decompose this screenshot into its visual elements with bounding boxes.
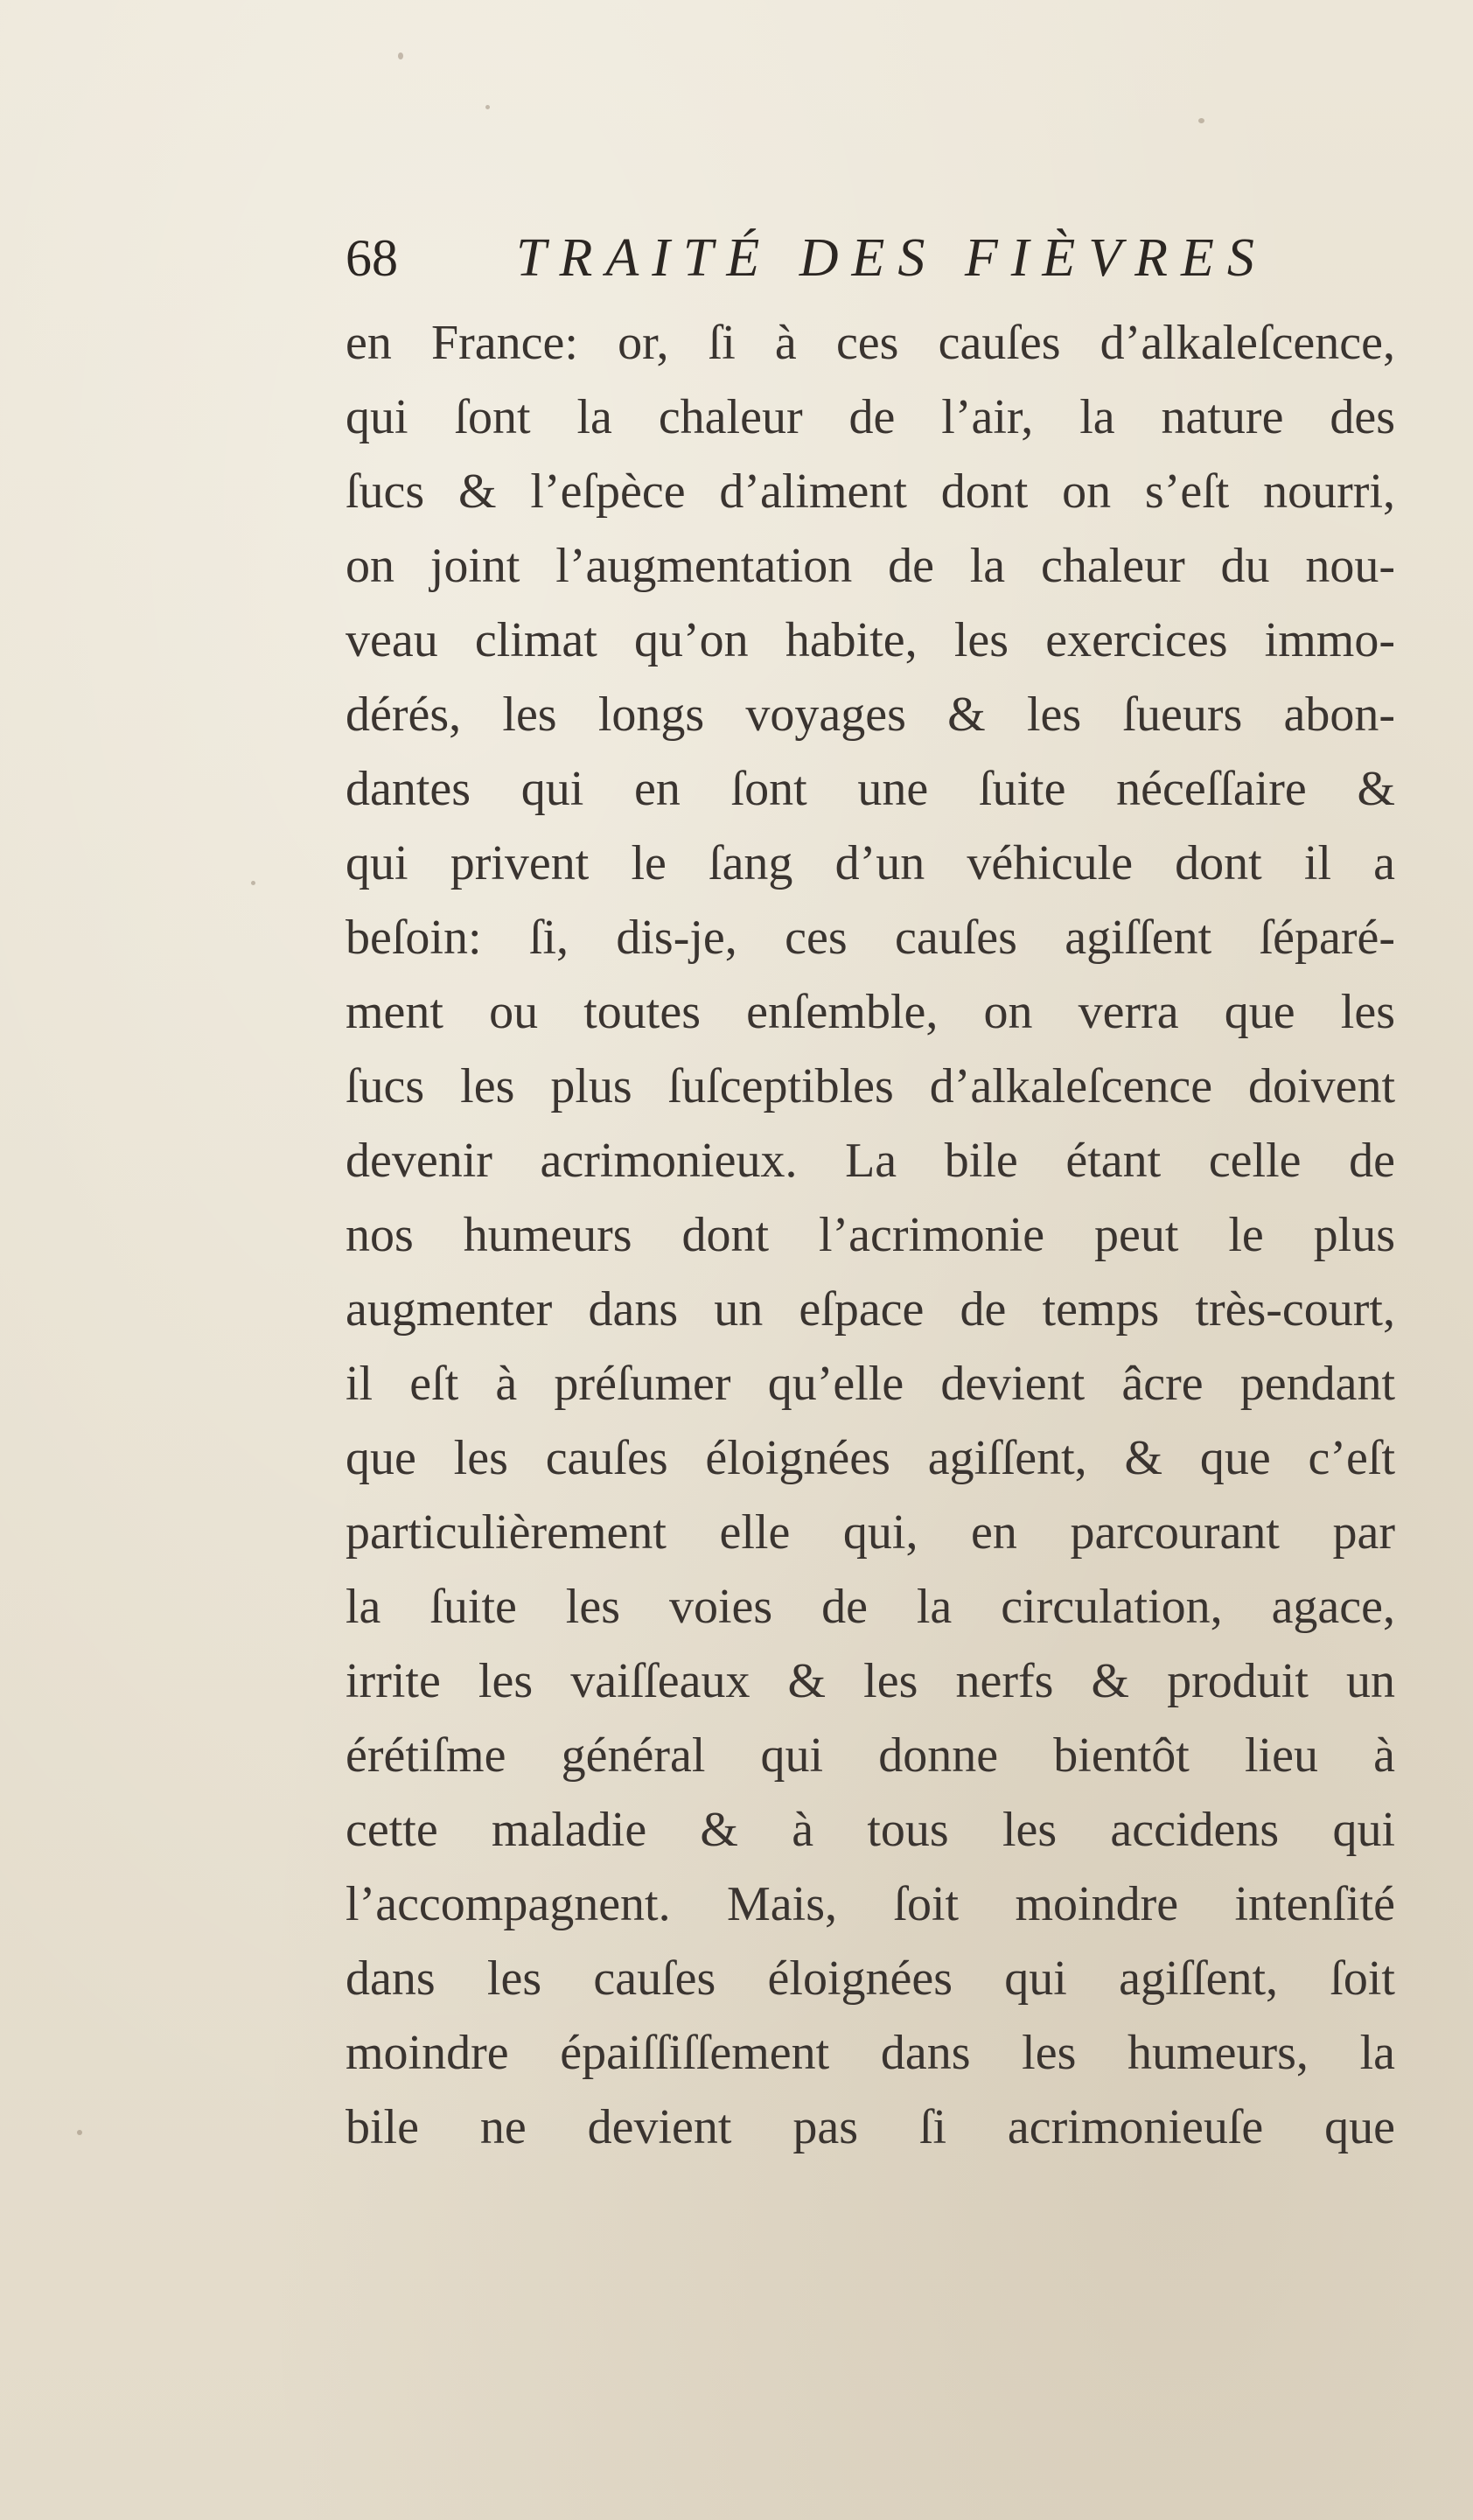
text-line: que les cauſes éloignées agiſſent, & que c’eſt <box>346 1431 1395 1485</box>
text-line: nos humeurs dont l’acrimonie peut le plus <box>346 1208 1395 1262</box>
page-header <box>346 219 1395 297</box>
text-line: la ſuite les voies de la circulation, agace, <box>346 1580 1395 1634</box>
text-line: beſoin: ſi, dis-je, ces cauſes agiſſent ſéparé- <box>346 911 1395 965</box>
text-line: dérés, les longs voyages & les ſueurs abon- <box>346 688 1395 742</box>
text-line: on joint l’augmentation de la chaleur du nou- <box>346 539 1395 593</box>
text-line: devenir acrimonieux. La bile étant celle de <box>346 1134 1395 1188</box>
paper-speck <box>251 881 255 885</box>
body-text <box>346 306 1395 2165</box>
paper-speck <box>1198 118 1204 123</box>
text-line: ſucs les plus ſuſceptibles d’alkaleſcence doivent <box>346 1059 1395 1113</box>
text-line: qui ſont la chaleur de l’air, la nature des <box>346 390 1395 444</box>
text-line: moindre épaiſſiſſement dans les humeurs, la <box>346 2026 1395 2080</box>
text-line: veau climat qu’on habite, les exercices immo- <box>346 613 1395 667</box>
text-line: irrite les vaiſſeaux & les nerfs & produit un <box>346 1654 1395 1708</box>
paper-speck <box>398 52 403 59</box>
paper-speck <box>77 2130 82 2135</box>
text-line: cette maladie & à tous les accidens qui <box>346 1803 1395 1857</box>
text-line: il eſt à préſumer qu’elle devient âcre pendant <box>346 1357 1395 1411</box>
text-line: particulièrement elle qui, en parcourant par <box>346 1505 1395 1560</box>
text-line: bile ne devient pas ſi acrimonieuſe que <box>346 2100 1395 2154</box>
running-title: TRAITÉ DES FIÈVRES <box>516 228 1267 288</box>
text-line: qui privent le ſang d’un véhicule dont il a <box>346 836 1395 890</box>
text-line: dantes qui en ſont une ſuite néceſſaire & <box>346 762 1395 816</box>
text-line: en France: or, ſi à ces cauſes d’alkaleſcence, <box>346 316 1395 370</box>
text-line: augmenter dans un eſpace de temps très-court, <box>346 1282 1395 1337</box>
text-line: ment ou toutes enſemble, on verra que les <box>346 985 1395 1039</box>
text-line: érétiſme général qui donne bientôt lieu à <box>346 1728 1395 1783</box>
text-line: l’accompagnent. Mais, ſoit moindre intenſité <box>346 1877 1395 1931</box>
paper-speck <box>485 105 490 109</box>
text-line: ſucs & l’eſpèce d’aliment dont on s’eſt nourri, <box>346 464 1395 519</box>
page-number: 68 <box>346 229 398 287</box>
text-line: dans les cauſes éloignées qui agiſſent, ſoit <box>346 1951 1395 2006</box>
